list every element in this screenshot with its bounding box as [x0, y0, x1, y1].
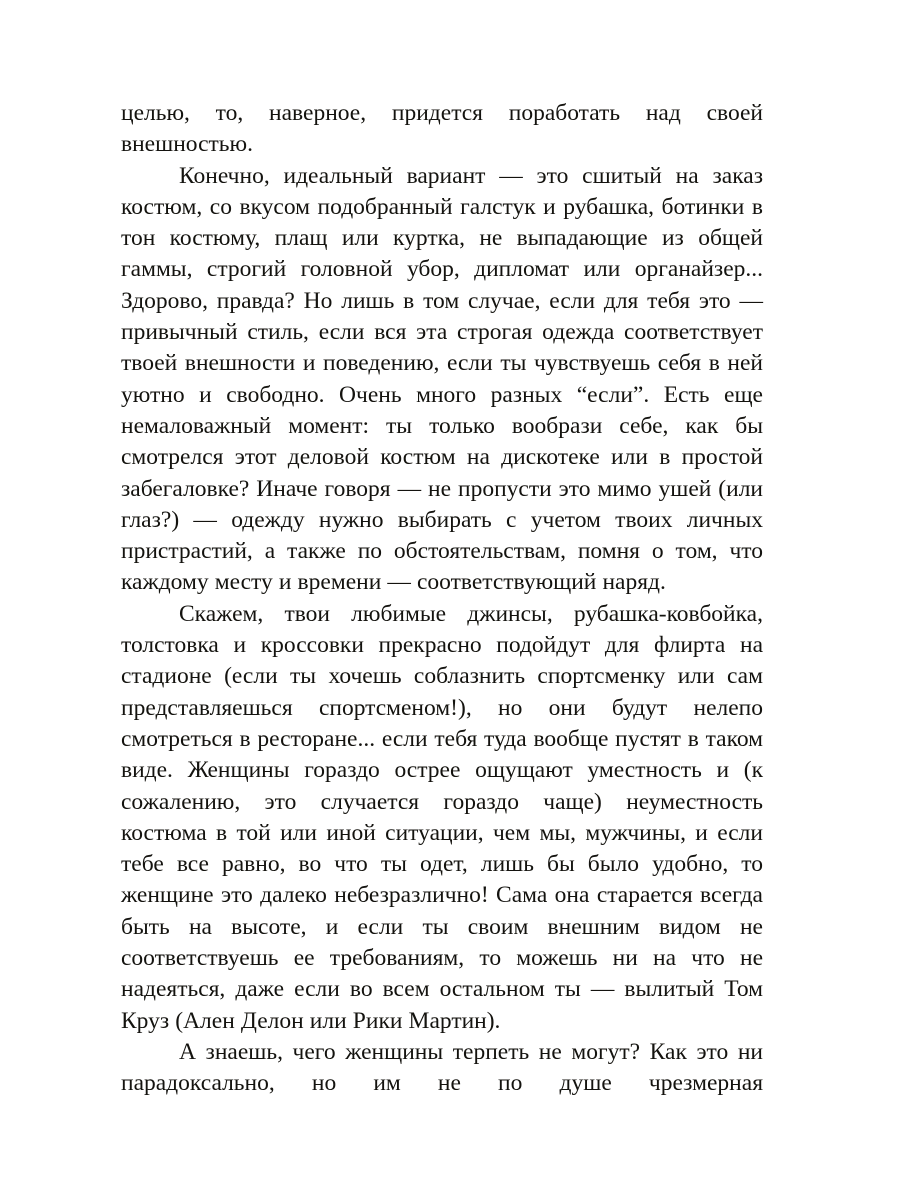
- paragraph-jeans-and-sneakers: Скажем, твои любимые джинсы, рубашка-ковбойка, толстовка и кроссовки прекрасно подойдут для флирта на стадионе (если ты хочешь соблазнить спортсменку или сам представляешься спортсменом!), но они будут нелепо смотреться в ресторане... если тебя туда вообще пустят в таком виде. Женщины гораздо острее ощущают уместность и (к сожалению, это случается гораздо чаще) неуместность костюма в той или иной ситуации, чем мы, мужчины, и если тебе все равно, во что ты одет, лишь бы было удобно, то женщине это далеко небезразлично! Сама она старается всегда быть на высоте, и если ты своим внешним видом не соответствуешь ее требованиям, то можешь ни на что не надеяться, даже если во всем остальном ты — вылитый Том Круз (Ален Делон или Рики Мартин).: [121, 600, 763, 1034]
- paragraph-continuation: целью, то, наверное, придется поработать над своей внешностью.: [121, 100, 763, 158]
- paragraph-what-women-cannot-stand: А знаешь, чего женщины терпеть не могут? Как это ни парадоксально, но им не по душе чрезмерная: [121, 1038, 763, 1097]
- paragraph-ideal-variant: Конечно, идеальный вариант — это сшитый на заказ костюм, со вкусом подобранный галстук и рубашка, ботинки в тон костюму, плащ или куртка, не выпадающие из общей гаммы, строгий головной убор, дипломат или органайзер... Здорово, правда? Но лишь в том случае, если для тебя это — привычный стиль, если вся эта строгая одежда соответствует твоей внешности и поведению, если ты чувствуешь себя в ней уютно и свободно. Очень много разных “если”. Есть еще немаловажный момент: ты только вообрази себе, как бы смотрелся этот деловой костюм на дискотеке или в простой забегаловке? Иначе говоря — не пропусти это мимо ушей (или глаз?) — одежду нужно выбирать с учетом твоих личных пристрастий, а также по обстоятельствам, помня о том, что каждому месту и времени — соответствующий наряд.: [121, 162, 763, 596]
- page-text-column: [121, 98, 763, 1100]
